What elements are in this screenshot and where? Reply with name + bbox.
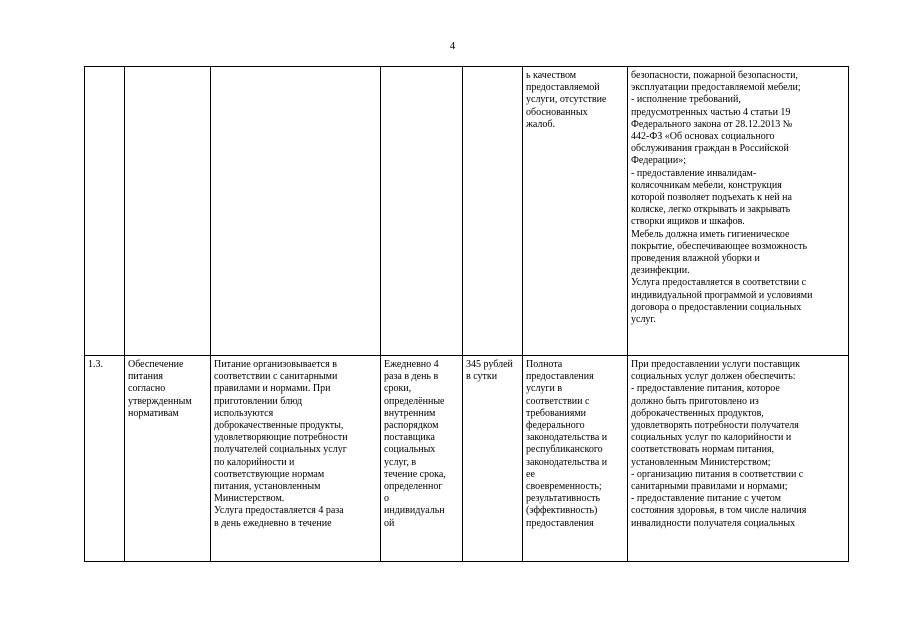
services-table <box>84 66 849 562</box>
service-period-cell: Ежедневно 4 раза в день в сроки, определённые внутренним распорядком поставщика социальных услуг, в течение срока, определенног о индивидуальн ой <box>381 356 463 562</box>
service-conditions-cell: При предоставлении услуги поставщик социальных услуг должен обеспечить: - предоставление питания, которое должно быть приготовлено из доброкачественных продуктов, удовлетворять потребности получателя социальных услуг по калорийности и соответствовать нормам питания, установленным Министерством; - организацию питания в соответствии с санитарными правилами и нормами; - предоставление питание с учетом состояния здоровья, в том числе наличия инвалидности получателя социальных <box>628 356 849 562</box>
service-name-cell: Обеспечение питания согласно утвержденным нормативам <box>125 356 211 562</box>
row-number-cell: 1.3. <box>85 356 125 562</box>
service-name-cell <box>125 67 211 356</box>
row-number-cell <box>85 67 125 356</box>
service-conditions-cell: безопасности, пожарной безопасности, эксплуатации предоставляемой мебели; - исполнение требований, предусмотренных частью 4 статьи 19 Федерального закона от 28.12.2013 № 442-ФЗ «Об основах социального обслуживания граждан в Российской Федерации»; - предоставление инвалидам- колясочникам мебели, конструкция которой позволяет подъехать к ней на коляске, легко открывать и закрывать створки ящиков и шкафов. Мебель должна иметь гигиеническое покрытие, обеспечивающее возможность проведения влажной уборки и дезинфекции. Услуга предоставляется в соответствии с индивидуальной программой и условиями договора о предоставлении социальных услуг. <box>628 67 849 356</box>
quality-criteria-cell: ь качеством предоставляемой услуги, отсутствие обоснованных жалоб. <box>523 67 628 356</box>
service-period-cell <box>381 67 463 356</box>
service-description-cell <box>211 67 381 356</box>
service-tariff-cell: 345 рублей в сутки <box>463 356 523 562</box>
table-row <box>85 67 849 356</box>
page-number: 4 <box>449 40 456 52</box>
service-tariff-cell <box>463 67 523 356</box>
service-description-cell: Питание организовывается в соответствии с санитарными правилами и нормами. При приготовлении блюд используются доброкачественные продукты, удовлетворяющие потребности получателей социальных услуг по калорийности и соответствующие нормам питания, установленным Министерством. Услуга предоставляется 4 раза в день ежедневно в течение <box>211 356 381 562</box>
quality-criteria-cell: Полнота предоставления услуги в соответствии с требованиями федерального законодательства и республиканского законодательства и ее своевременность; результативность (эффективность) предоставления <box>523 356 628 562</box>
table-row <box>85 356 849 562</box>
